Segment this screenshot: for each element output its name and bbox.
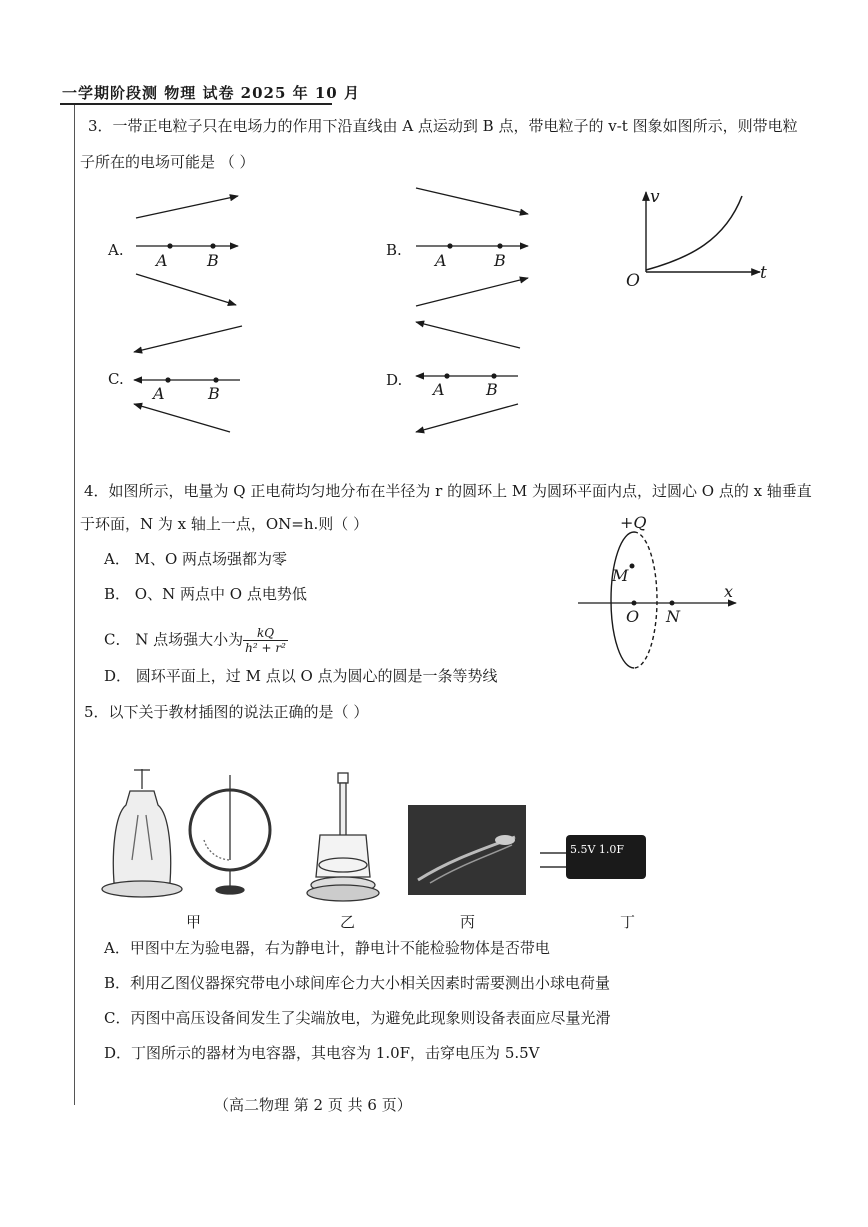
q3-d-point-b: B bbox=[486, 380, 498, 399]
q4-option-b: B． O、N 两点中 O 点电势低 bbox=[104, 585, 307, 603]
q3-a-point-a: A bbox=[156, 251, 168, 270]
discharge-photo-illustration bbox=[408, 805, 526, 895]
capacitor-illustration bbox=[540, 835, 646, 879]
q3-c-point-a: A bbox=[153, 384, 165, 403]
q5-illustrations bbox=[100, 765, 660, 915]
q3-b-point-b: B bbox=[494, 251, 506, 270]
q4-option-d: D． 圆环平面上，过 M 点以 O 点为圆心的圆是一条等势线 bbox=[104, 667, 498, 685]
vt-graph-t-label: t bbox=[760, 263, 767, 283]
q5-option-d: D．丁图所示的器材为电容器，其电容为 1.0F，击穿电压为 5.5V bbox=[104, 1044, 540, 1062]
caption-yi: 乙 bbox=[340, 913, 356, 931]
ring-point-n: N bbox=[666, 607, 680, 626]
q3-option-c-label: C. bbox=[108, 370, 124, 388]
capacitor-rating-text: 5.5V 1.0F bbox=[570, 843, 625, 856]
q3-line1: 3．一带正电粒子只在电场力的作用下沿直线由 A 点运动到 B 点，带电粒子的 v-t 图象如图所示，则带电粒 bbox=[88, 117, 798, 135]
field-lines-a bbox=[136, 196, 238, 305]
q4-line2: 于环面，N 为 x 轴上一点，ON=h.则（ ） bbox=[80, 515, 369, 533]
ring-charge-label: +Q bbox=[620, 513, 647, 532]
caption-ding: 丁 bbox=[620, 913, 636, 931]
exam-header: 一学期阶段测 物理 试卷 2025 年 10 月 bbox=[62, 84, 360, 102]
q4-option-c-prefix: C． N 点场强大小为 bbox=[104, 630, 244, 649]
ring-point-m: M bbox=[612, 566, 629, 585]
q3-option-b-label: B. bbox=[386, 241, 402, 259]
q3-b-point-a: A bbox=[435, 251, 447, 270]
q4-ring-figure bbox=[560, 510, 760, 680]
q5-line1: 5．以下关于教材插图的说法正确的是（ ） bbox=[84, 703, 369, 721]
q3-option-a-label: A. bbox=[108, 241, 124, 259]
q3-a-point-b: B bbox=[207, 251, 219, 270]
field-lines-d bbox=[416, 322, 520, 432]
caption-jia: 甲 bbox=[186, 913, 202, 931]
electroscope-illustration bbox=[102, 769, 182, 897]
q4-option-a: A． M、O 两点场强都为零 bbox=[104, 550, 288, 568]
q4-option-c bbox=[104, 626, 288, 655]
caption-bing: 丙 bbox=[460, 913, 476, 931]
q4-line1: 4．如图所示，电量为 Q 正电荷均匀地分布在半径为 r 的圆环上 M 为圆环平面内点，过圆心 O 点的 x 轴垂直 bbox=[84, 482, 812, 500]
field-lines-b bbox=[416, 188, 528, 306]
ring-point-o: O bbox=[626, 607, 640, 626]
vt-graph-origin: O bbox=[626, 271, 640, 291]
vt-graph-v-label: v bbox=[650, 187, 660, 207]
ring-axis-x: x bbox=[724, 582, 734, 601]
q5-option-c: C．丙图中高压设备间发生了尖端放电，为避免此现象则设备表面应尽量光滑 bbox=[104, 1009, 611, 1027]
electrometer-illustration bbox=[190, 775, 270, 894]
q4-option-c-fraction bbox=[243, 626, 288, 655]
field-lines-c bbox=[134, 326, 242, 432]
q5-option-b: B．利用乙图仪器探究带电小球间库仑力大小相关因素时需要测出小球电荷量 bbox=[104, 974, 611, 992]
fraction-denominator: h² + r² bbox=[245, 641, 286, 655]
page-footer: （高二物理 第 2 页 共 6 页） bbox=[214, 1096, 412, 1114]
q3-field-diagrams bbox=[0, 0, 868, 460]
fraction-numerator: kQ bbox=[243, 626, 288, 641]
q3-option-d-label: D. bbox=[386, 371, 403, 389]
q3-vt-graph bbox=[646, 192, 760, 272]
q3-line2: 子所在的电场可能是 （ ） bbox=[80, 153, 255, 171]
q5-option-a: A．甲图中左为验电器，右为静电计，静电计不能检验物体是否带电 bbox=[104, 939, 550, 957]
q3-c-point-b: B bbox=[208, 384, 220, 403]
torsion-apparatus-illustration bbox=[307, 773, 379, 901]
q3-d-point-a: A bbox=[433, 380, 445, 399]
